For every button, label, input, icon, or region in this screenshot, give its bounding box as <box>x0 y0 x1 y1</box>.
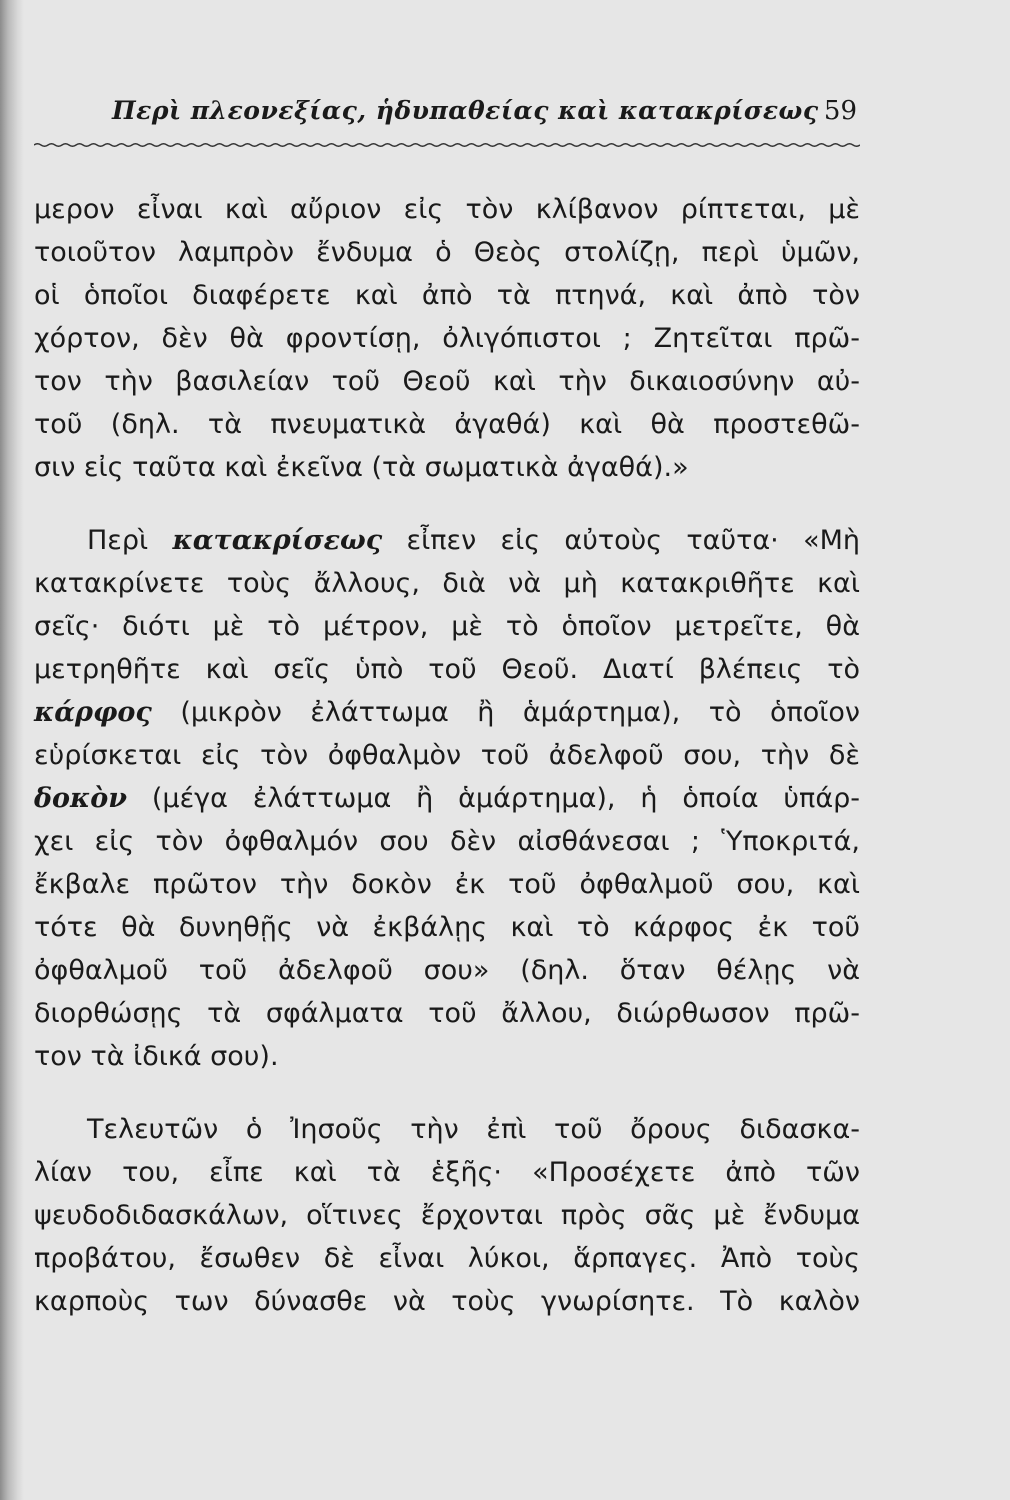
text-line: τοῦ (δηλ. τὰ πνευματικὰ ἀγαθά) καὶ θὰ προστεθῶ- <box>34 409 860 440</box>
text-run: Περὶ <box>87 525 173 556</box>
text-line: καρποὺς των δύνασθε νὰ τοὺς γνωρίσητε. Τὸ καλὸν <box>34 1286 860 1317</box>
text-run: (μέγα ἐλάττωμα ἢ ἁμάρτημα), ἡ ὁποία ὑπάρ- <box>127 783 860 814</box>
text-run: εἶπεν εἰς αὐτοὺς ταῦτα· «Μὴ <box>382 525 860 556</box>
text-line: χει εἰς τὸν ὀφθαλμόν σου δὲν αἰσθάνεσαι ; Ὑποκριτά, <box>34 826 860 857</box>
emphasized-term: κάρφος <box>34 697 152 728</box>
running-head <box>112 96 857 136</box>
running-head-title: Περὶ πλεονεξίας, ἡδυπαθείας καὶ κατακρίσεως <box>112 96 819 125</box>
text-line: κατακρίνετε τοὺς ἄλλους, διὰ νὰ μὴ κατακριθῆτε καὶ <box>34 568 860 599</box>
wavy-rule <box>34 142 860 148</box>
binding-edge <box>0 0 24 1500</box>
text-line: χόρτον, δὲν θὰ φροντίσῃ, ὀλιγόπιστοι ; Ζητεῖται πρῶ- <box>34 323 860 354</box>
text-line: τον τὴν βασιλείαν τοῦ Θεοῦ καὶ τὴν δικαιοσύνην αὐ- <box>34 366 860 397</box>
text-line <box>34 519 860 562</box>
text-line: τοιοῦτον λαμπρὸν ἔνδυμα ὁ Θεὸς στολίζῃ, περὶ ὑμῶν, <box>34 237 860 268</box>
text-line: λίαν του, εἶπε καὶ τὰ ἑξῆς· «Προσέχετε ἀπὸ τῶν <box>34 1157 860 1188</box>
body-text <box>34 188 860 1323</box>
text-line: Τελευτῶν ὁ Ἰησοῦς τὴν ἐπὶ τοῦ ὄρους διδασκα- <box>87 1114 860 1145</box>
text-line: σεῖς· διότι μὲ τὸ μέτρον, μὲ τὸ ὁποῖον μετρεῖτε, θὰ <box>34 611 860 642</box>
text-line: προβάτου, ἔσωθεν δὲ εἶναι λύκοι, ἅρπαγες. Ἀπὸ τοὺς <box>34 1243 860 1274</box>
text-line: μετρηθῆτε καὶ σεῖς ὑπὸ τοῦ Θεοῦ. Διατί βλέπεις τὸ <box>34 654 860 685</box>
text-line: τότε θὰ δυνηθῇς νὰ ἐκβάλῃς καὶ τὸ κάρφος ἐκ τοῦ <box>34 912 860 943</box>
text-line: μερον εἶναι καὶ αὔριον εἰς τὸν κλίβανον ρίπτεται, μὲ <box>34 194 860 225</box>
text-line: οἱ ὁποῖοι διαφέρετε καὶ ἀπὸ τὰ πτηνά, καὶ ἀπὸ τὸν <box>34 280 860 311</box>
text-line <box>34 691 860 734</box>
text-line: ὀφθαλμοῦ τοῦ ἀδελφοῦ σου» (δηλ. ὅταν θέλῃς νὰ <box>34 955 860 986</box>
text-line: ψευδοδιδασκάλων, οἵτινες ἔρχονται πρὸς σᾶς μὲ ἔνδυμα <box>34 1200 860 1231</box>
text-line: ἔκβαλε πρῶτον τὴν δοκὸν ἐκ τοῦ ὀφθαλμοῦ σου, καὶ <box>34 869 860 900</box>
text-line: εὑρίσκεται εἰς τὸν ὀφθαλμὸν τοῦ ἀδελφοῦ σου, τὴν δὲ <box>34 740 860 771</box>
text-line: διορθώσῃς τὰ σφάλματα τοῦ ἄλλου, διώρθωσον πρῶ- <box>34 998 860 1029</box>
emphasized-term: δοκὸν <box>34 783 127 814</box>
emphasized-term: κατακρίσεως <box>172 525 383 556</box>
text-line: σιν εἰς ταῦτα καὶ ἐκεῖνα (τὰ σωματικὰ ἀγαθά).» <box>34 452 689 483</box>
text-line <box>34 777 860 820</box>
page-number: 59 <box>823 96 857 126</box>
text-line: τον τὰ ἰδικά σου). <box>34 1041 279 1072</box>
text-run: (μικρὸν ἐλάττωμα ἢ ἁμάρτημα), τὸ ὁποῖον <box>151 697 860 728</box>
